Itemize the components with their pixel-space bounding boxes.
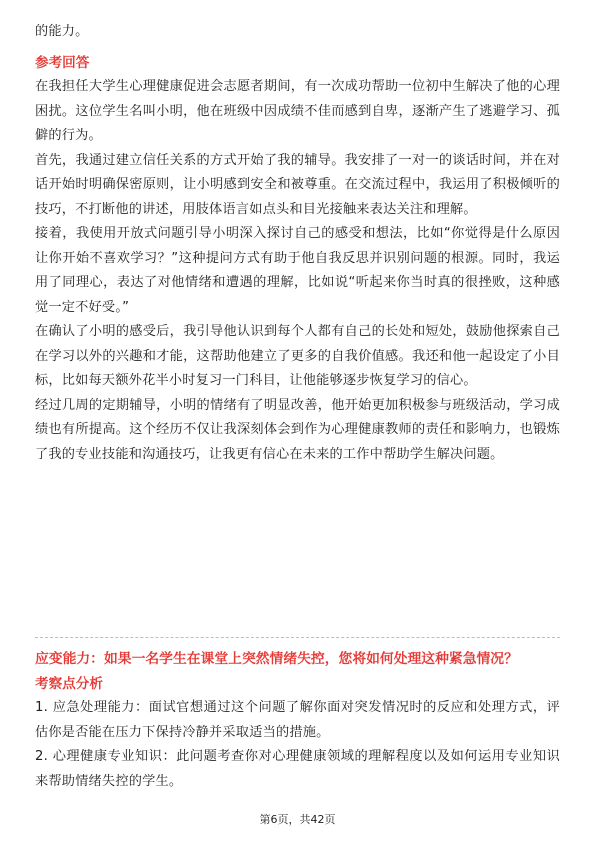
analysis-heading: 考察点分析 (35, 675, 103, 692)
analysis-point: 1. 应急处理能力：面试官想通过这个问题了解你面对突发情况时的反应和处理方式，评估你是否能在压力下保持冷静并采取适当的措施。 (35, 700, 560, 740)
analysis-point: 2. 心理健康专业知识：此问题考查你对心理健康领域的理解程度以及如何运用专业知识来帮助情绪失控的学生。 (35, 749, 560, 789)
answer-paragraph: 首先，我通过建立信任关系的方式开始了我的辅导。我安排了一对一的谈话时间，并在对话开始时明确保密原则，让小明感到安全和被尊重。在交流过程中，我运用了积极倾听的技巧，不打断他的讲述，用肢体语言如点头和目光接触来表达关注和理解。 (35, 152, 560, 217)
page-number: 第6页，共42页 (259, 813, 336, 826)
answer-paragraph: 在我担任大学生心理健康促进会志愿者期间，有一次成功帮助一位初中生解决了他的心理困扰。这位学生名叫小明，他在班级中因成绩不佳而感到自卑，逐渐产生了逃避学习、孤僻的行为。 (35, 79, 560, 143)
answer-heading: 参考回答 (35, 54, 90, 71)
page-content (35, 20, 560, 467)
answer-paragraph: 经过几周的定期辅导，小明的情绪有了明显改善，他开始更加积极参与班级活动，学习成绩也有所提高。这个经历不仅让我深刻体会到作为心理健康教师的责任和影响力，也锻炼了我的专业技能和沟通技巧，让我更有信心在未来的工作中帮助学生解决问题。 (35, 397, 560, 462)
answer-paragraph: 在确认了小明的感受后，我引导他认识到每个人都有自己的长处和短处，鼓励他探索自己在学习以外的兴趣和才能，这帮助他建立了更多的自我价值感。我还和他一起设定了小目标，比如每天额外花半小时复习一门科目，让他能够逐步恢复学习的信心。 (35, 324, 560, 388)
top-fragment: 的能力。 (35, 24, 89, 39)
answer-paragraph: 接着，我使用开放式问题引导小明深入探讨自己的感受和想法，比如“你觉得是什么原因让你开始不喜欢学习？”这种提问方式有助于他自我反思并识别问题的根源。同时，我运用了同理心，表达了对他情绪和遭遇的理解，比如说“听起来你当时真的很挫败，这种感觉一定不好受。” (35, 226, 560, 315)
section-divider (35, 637, 560, 638)
question-section (35, 647, 560, 794)
question-title: 应变能力：如果一名学生在课堂上突然情绪失控，您将如何处理这种紧急情况？ (35, 651, 518, 667)
